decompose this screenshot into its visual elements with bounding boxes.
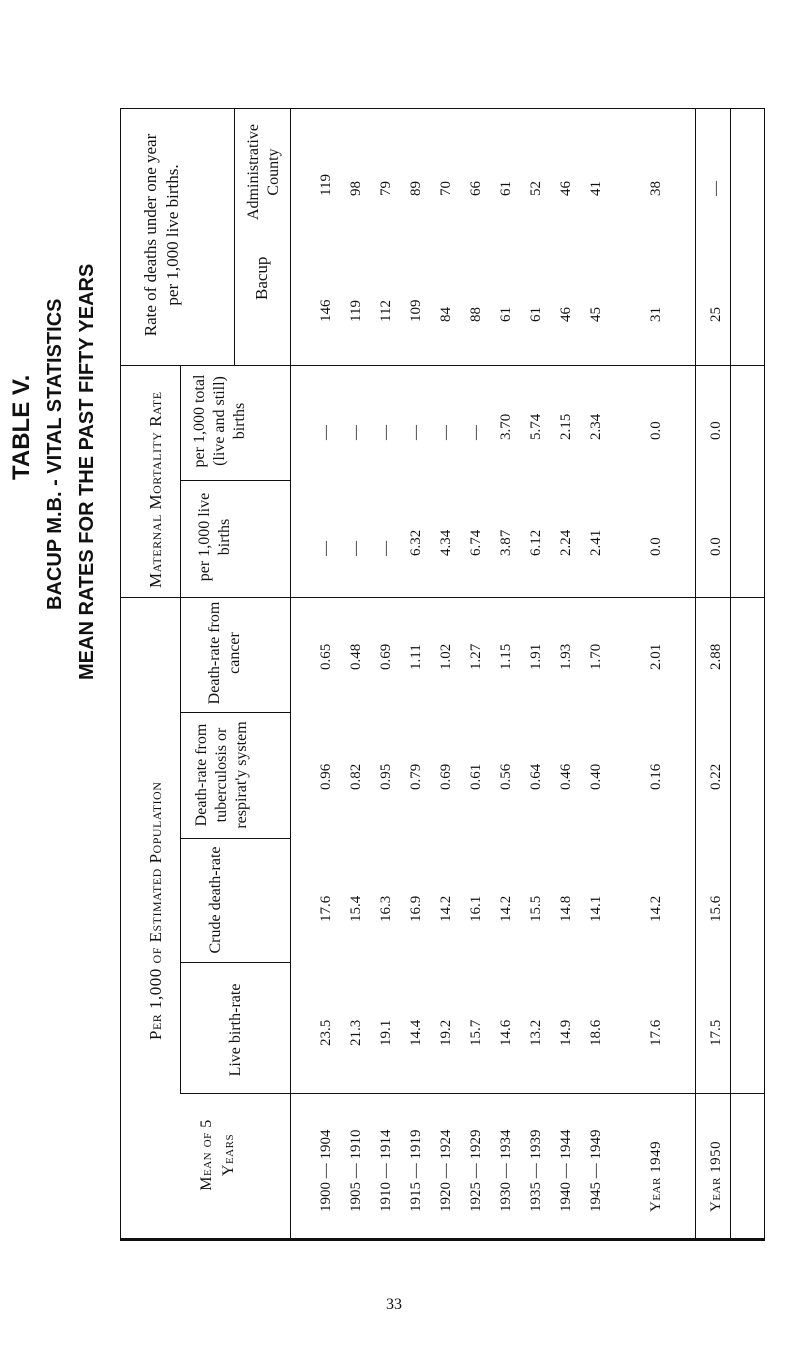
live-birth-cell: 23.5 xyxy=(318,1019,334,1046)
crude-death-cell: 17.6 xyxy=(318,895,334,922)
infant-bacup-cell: 25 xyxy=(708,307,724,322)
tb-death-label: Death-rate from tuberculosis or respirat'y system xyxy=(193,721,250,829)
period-cell: Year 1950 xyxy=(708,1140,724,1212)
cancer-cell: 2.88 xyxy=(708,643,724,670)
mm-live-cell: — xyxy=(378,541,394,556)
tb-resp-cell: 0.16 xyxy=(648,763,664,790)
header-admin-county xyxy=(244,112,284,232)
tb-resp-cell: 0.95 xyxy=(378,763,394,790)
live-birth-cell: 17.6 xyxy=(648,1019,664,1046)
period-cell: Year 1949 xyxy=(648,1140,664,1212)
crude-death-cell: 14.2 xyxy=(438,895,454,922)
infant-rate-label: Rate of deaths under one year per 1,000 live births. xyxy=(141,133,182,337)
infant-bacup-cell: 119 xyxy=(348,300,364,322)
live-birth-cell: 14.6 xyxy=(498,1019,514,1046)
mean-5-years-label: Mean of 5 Years xyxy=(198,1119,237,1191)
mm-total-cell: 3.70 xyxy=(498,413,514,440)
cancer-cell: 0.48 xyxy=(348,643,364,670)
tb-resp-cell: 0.64 xyxy=(528,763,544,790)
crude-death-cell: 15.6 xyxy=(708,895,724,922)
mm-total-label: per 1,000 total (live and still) births xyxy=(191,374,248,468)
live-birth-cell: 17.5 xyxy=(708,1019,724,1046)
live-birth-cell: 19.2 xyxy=(438,1019,454,1046)
cancer-cell: 1.70 xyxy=(588,643,604,670)
mm-live-cell: 0.0 xyxy=(648,537,664,556)
mm-live-cell: 0.0 xyxy=(708,537,724,556)
crude-death-label: Crude death-rate xyxy=(207,846,224,954)
infant-county-cell: 119 xyxy=(318,174,334,196)
tb-resp-cell: 0.22 xyxy=(708,763,724,790)
infant-county-cell: 66 xyxy=(468,181,484,196)
header-mean-5-years xyxy=(196,1100,240,1210)
live-birth-cell: 21.3 xyxy=(348,1019,364,1046)
infant-bacup-cell: 88 xyxy=(468,307,484,322)
period-cell: 1935 — 1939 xyxy=(528,1129,544,1212)
header-tb-death-rate xyxy=(192,715,252,835)
mm-total-cell: — xyxy=(318,425,334,440)
cancer-cell: 1.02 xyxy=(438,643,454,670)
mm-total-cell: — xyxy=(468,425,484,440)
mm-live-cell: 2.24 xyxy=(558,529,574,556)
mm-total-cell: — xyxy=(348,425,364,440)
crude-death-cell: 15.4 xyxy=(348,895,364,922)
live-birth-cell: 13.2 xyxy=(528,1019,544,1046)
admin-county-label: Administrative County xyxy=(245,124,282,220)
cancer-cell: 0.65 xyxy=(318,643,334,670)
header-per-1000-total-births xyxy=(190,366,250,476)
infant-bacup-cell: 61 xyxy=(528,307,544,322)
header-infant-rate xyxy=(140,125,184,345)
crude-death-cell: 16.3 xyxy=(378,895,394,922)
tb-resp-cell: 0.56 xyxy=(498,763,514,790)
period-cell: 1910 — 1914 xyxy=(378,1129,394,1212)
infant-county-cell: 52 xyxy=(528,181,544,196)
tb-resp-cell: 0.69 xyxy=(438,763,454,790)
infant-bacup-cell: 45 xyxy=(588,307,604,322)
mm-total-cell: 2.34 xyxy=(588,413,604,440)
mm-live-cell: 2.41 xyxy=(588,529,604,556)
infant-county-cell: — xyxy=(708,181,724,196)
mm-live-label: per 1,000 live births xyxy=(196,492,233,582)
live-birth-cell: 15.7 xyxy=(468,1019,484,1046)
mm-total-cell: 0.0 xyxy=(648,421,664,440)
cancer-cell: 1.91 xyxy=(528,643,544,670)
infant-county-cell: 46 xyxy=(558,181,574,196)
live-birth-cell: 18.6 xyxy=(588,1019,604,1046)
header-live-birth-rate xyxy=(226,975,246,1085)
table-number: TABLE V. xyxy=(8,374,35,480)
period-cell: 1930 — 1934 xyxy=(498,1129,514,1212)
header-maternal-mortality: Maternal Mortality Rate xyxy=(146,391,165,588)
mm-live-cell: 3.87 xyxy=(498,529,514,556)
mm-total-cell: 5.74 xyxy=(528,413,544,440)
cancer-cell: 0.69 xyxy=(378,643,394,670)
mm-total-cell: — xyxy=(438,425,454,440)
mm-live-cell: — xyxy=(348,541,364,556)
live-birth-cell: 14.9 xyxy=(558,1019,574,1046)
crude-death-cell: 14.2 xyxy=(648,895,664,922)
mm-live-cell: — xyxy=(318,541,334,556)
period-cell: 1940 — 1944 xyxy=(558,1129,574,1212)
infant-county-cell: 89 xyxy=(408,181,424,196)
infant-county-cell: 38 xyxy=(648,181,664,196)
period-cell: 1945 — 1949 xyxy=(588,1129,604,1212)
infant-bacup-cell: 46 xyxy=(558,307,574,322)
period-cell: 1925 — 1929 xyxy=(468,1129,484,1212)
infant-county-cell: 79 xyxy=(378,181,394,196)
cancer-cell: 2.01 xyxy=(648,643,664,670)
mm-total-cell: 2.15 xyxy=(558,413,574,440)
crude-death-cell: 16.9 xyxy=(408,895,424,922)
crude-death-cell: 14.2 xyxy=(498,895,514,922)
live-birth-cell: 19.1 xyxy=(378,1019,394,1046)
tb-resp-cell: 0.82 xyxy=(348,763,364,790)
infant-bacup-cell: 61 xyxy=(498,307,514,322)
infant-county-cell: 98 xyxy=(348,181,364,196)
tb-resp-cell: 0.46 xyxy=(558,763,574,790)
infant-bacup-cell: 109 xyxy=(408,299,424,322)
crude-death-cell: 14.8 xyxy=(558,895,574,922)
infant-bacup-cell: 84 xyxy=(438,307,454,322)
cancer-cell: 1.27 xyxy=(468,643,484,670)
infant-bacup-cell: 112 xyxy=(378,300,394,322)
cancer-cell: 1.11 xyxy=(408,644,424,670)
tb-resp-cell: 0.79 xyxy=(408,763,424,790)
mm-live-cell: 6.74 xyxy=(468,529,484,556)
period-cell: 1920 — 1924 xyxy=(438,1129,454,1212)
crude-death-cell: 14.1 xyxy=(588,895,604,922)
mm-total-cell: 0.0 xyxy=(708,421,724,440)
mm-total-cell: — xyxy=(378,425,394,440)
period-cell: 1915 — 1919 xyxy=(408,1129,424,1212)
infant-county-cell: 70 xyxy=(438,181,454,196)
cancer-death-label: Death-rate from cancer xyxy=(206,601,243,705)
header-per-1000-live-births xyxy=(195,482,235,592)
infant-bacup-cell: 31 xyxy=(648,307,664,322)
cancer-cell: 1.15 xyxy=(498,643,514,670)
mm-live-cell: 4.34 xyxy=(438,529,454,556)
title-line2: MEAN RATES FOR THE PAST FIFTY YEARS xyxy=(76,263,98,680)
header-per-1000-population: Per 1,000 of Estimated Population xyxy=(146,781,165,1040)
tb-resp-cell: 0.61 xyxy=(468,763,484,790)
period-cell: 1900 — 1904 xyxy=(318,1129,334,1212)
cancer-cell: 1.93 xyxy=(558,643,574,670)
period-cell: 1905 — 1910 xyxy=(348,1129,364,1212)
crude-death-cell: 16.1 xyxy=(468,895,484,922)
mm-total-cell: — xyxy=(408,425,424,440)
mm-live-cell: 6.32 xyxy=(408,529,424,556)
infant-county-cell: 41 xyxy=(588,181,604,196)
live-birth-cell: 14.4 xyxy=(408,1019,424,1046)
mm-live-cell: 6.12 xyxy=(528,529,544,556)
crude-death-cell: 15.5 xyxy=(528,895,544,922)
tb-resp-cell: 0.40 xyxy=(588,763,604,790)
infant-county-cell: 61 xyxy=(498,181,514,196)
header-cancer-death-rate xyxy=(205,598,245,708)
infant-bacup-cell: 146 xyxy=(318,299,334,322)
tb-resp-cell: 0.96 xyxy=(318,763,334,790)
header-crude-death-rate xyxy=(206,842,226,958)
title-line1: BACUP M.B. - VITAL STATISTICS xyxy=(44,298,66,610)
header-bacup: Bacup xyxy=(252,256,271,300)
page-number: 33 xyxy=(386,1296,402,1313)
live-birth-label: Live birth-rate xyxy=(227,983,244,1077)
